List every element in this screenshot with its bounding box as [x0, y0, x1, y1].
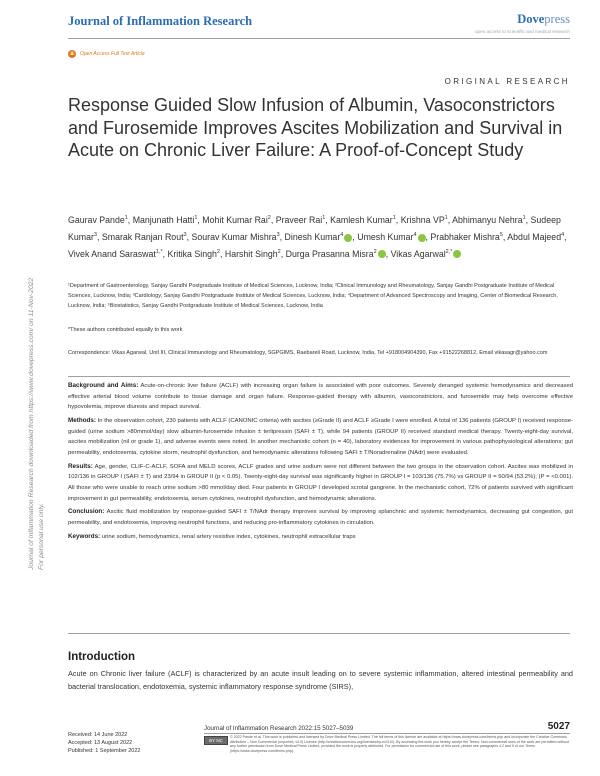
- page-number: 5027: [547, 721, 570, 732]
- author-affiliation-mark: 5: [499, 231, 503, 238]
- article-dates: [68, 731, 140, 755]
- author-name: Sudeep Kumar: [68, 214, 561, 242]
- abstract-text: urine sodium, hemodynamics, renal artery resistive index, cytokines, neutrophil extracellular traps: [100, 533, 356, 540]
- abstract-text: Ascitic fluid mobilization by response-guided SAFI ± T/NAdr therapy improves survival by improving splanchnic and systemic hemodynamics, decreasing gut congestion, gut permeability, and endotoxemia, improving neutrophil functions, and reducing pro-inflammatory cytokines in circulation.: [68, 509, 573, 526]
- author-affiliation-mark: 1: [194, 215, 198, 221]
- author-name: Abdul Majeed: [507, 231, 562, 242]
- author-affiliation-mark: 2: [277, 248, 281, 255]
- abstract-keywords: [68, 532, 573, 543]
- author-affiliation-mark: 3: [93, 231, 97, 238]
- author-affiliation-mark: 1: [322, 215, 326, 221]
- abstract-bottom-divider: [68, 633, 570, 634]
- author-affiliation-mark: 3: [276, 231, 280, 238]
- author: [430, 232, 503, 242]
- author-name: Dinesh Kumar: [284, 231, 341, 242]
- abstract-label: Background and Aims:: [68, 382, 139, 389]
- author-affiliation-mark: 4: [413, 231, 417, 238]
- article-type: ORIGINAL RESEARCH: [444, 77, 570, 86]
- introduction-text: Acute on Chronic liver failure (ACLF) is characterized by an acute insult leading on to severe systemic inflammation, altered intestinal permeability and bacterial translocation, endotoxemia, systemic inflammatory response syndrome (SIRS),: [68, 669, 573, 691]
- received-date: Received: 14 June 2022: [68, 732, 128, 738]
- abstract-label: Results:: [68, 462, 93, 470]
- journal-name: Journal of Inflammation Research: [68, 14, 253, 28]
- accepted-date: Accepted: 13 August 2022: [68, 740, 133, 746]
- footer-divider: [204, 733, 570, 734]
- author: [133, 215, 198, 225]
- affiliations: ¹Department of Gastroenterology, Sanjay Gandhi Postgraduate Institute of Medical Sciences, Lucknow, India; ²Clinical Immunology and Rheumatology, Sanjay Gandhi Postgraduate Institute of Medical Sciences, Lucknow, India; ³Cardiology, Sanjay Gandhi Postgraduate Institute of Medical Sciences, Lucknow, India; ⁴Department of Advanced Spectroscopy and Imaging, Center of Biomedical Research, Lucknow, India; ⁵Biostatistics, Sanjay Gandhi Postgraduate Institute of Medical Sciences, Lucknow, India: [68, 283, 558, 309]
- publisher-tagline: open access to scientific and medical research: [475, 29, 570, 34]
- author-name: Gaurav Pande: [68, 214, 125, 225]
- published-date: Published: 1 September 2022: [68, 748, 141, 754]
- article-title: Response Guided Slow Infusion of Albumin, Vasoconstrictors and Furosemide Improves Ascites Mobilization and Survival in Acute on Chronic Liver Failure: A Proof-of-Concept Study: [68, 95, 563, 160]
- citation: Journal of Inflammation Research 2022:15 5027–5039: [204, 725, 354, 732]
- author-affiliation-mark: 4: [340, 231, 344, 238]
- orcid-icon[interactable]: [378, 250, 386, 258]
- author-name: Vivek Anand Saraswat: [68, 248, 156, 259]
- author: [285, 232, 353, 242]
- author-name: Manjunath Hatti: [132, 214, 195, 225]
- abstract-background: [68, 381, 573, 413]
- author: [286, 249, 386, 259]
- abstract-label: Methods:: [68, 416, 96, 424]
- header-divider: [68, 38, 570, 39]
- abstract-top-divider: [68, 376, 570, 377]
- author-affiliation-mark: 1: [124, 215, 128, 221]
- author-name: Prabhaker Mishra: [430, 231, 500, 242]
- author-affiliation-mark: 2: [216, 248, 220, 255]
- author-affiliation-mark: 2: [267, 215, 271, 221]
- author-affiliation-mark: 2,*: [445, 248, 453, 255]
- introduction-heading: Introduction: [68, 651, 136, 663]
- author: [102, 232, 187, 242]
- correspondence: Correspondence: Vikas Agarwal, Unit III, Clinical Immunology and Rheumatology, SGPGIMS, Raebareli Road, Lucknow, India, Tel +918004904390, Fax +91522268812, Email vikasagr@yahoo.com: [68, 350, 548, 356]
- author-name: Umesh Kumar: [357, 231, 414, 242]
- author: [357, 232, 425, 242]
- author-affiliation-mark: 1: [444, 215, 448, 221]
- author: [68, 215, 128, 225]
- open-access-label: Open Access Full Text Article: [80, 51, 145, 57]
- abstract-methods: [68, 416, 573, 459]
- orcid-icon[interactable]: [344, 234, 352, 242]
- abstract-text: Acute-on-chronic liver failure (ACLF) with increasing organ failure is associated with poor outcomes. Severely deranged systemic hemodynamics and decreased effective arterial blood volume contribute to tissue damage and organ failure. Response-guided therapy with albumin, vasoconstrictors, and furosemide may help overcome effective hypovolemia, improve diuresis and impact survival.: [68, 383, 573, 411]
- author: [330, 215, 396, 225]
- author-name: Praveer Rai: [275, 214, 323, 225]
- author: [452, 215, 525, 225]
- author: [168, 249, 220, 259]
- abstract-label: Conclusion:: [68, 508, 105, 516]
- author: [202, 215, 271, 225]
- open-access-icon: a: [68, 50, 76, 58]
- author-name: Krishna VP: [400, 214, 445, 225]
- author-name: Smarak Ranjan Rout: [101, 231, 184, 242]
- open-access-badge: [68, 50, 145, 58]
- author: [276, 215, 326, 225]
- brand-main: Dove: [517, 12, 545, 26]
- abstract-results: [68, 462, 573, 505]
- author-name: Sourav Kumar Mishra: [191, 231, 277, 242]
- license-text: © 2022 Pande et al. This work is published and licensed by Dove Medical Press Limited. The full terms of this license are available at https://www.dovepress.com/terms.php and incorporate the Creative Commons Attribution – Non Commercial (unported, v3.0) License (http://creativecommons.org/licenses/by-nc/3.0/). By accessing the work you hereby accept the Terms. Non-commercial uses of the work are permitted without any further permission from Dove Medical Press Limited, provided the work is properly attributed. For permission for commercial use of this work, please see paragraphs 4.2 and 5 of our Terms (https://www.dovepress.com/terms.php).: [230, 735, 569, 754]
- orcid-icon[interactable]: [418, 234, 426, 242]
- author: [507, 232, 564, 242]
- cc-license-icon: BY NC: [204, 736, 228, 745]
- author: [225, 249, 281, 259]
- author: [191, 232, 279, 242]
- author: [391, 249, 462, 259]
- orcid-icon[interactable]: [453, 250, 461, 258]
- author-list: Gaurav Pande$^1$, Manjunath Hatti$^1$, Mohit Kumar Rai$^2$, Praveer Rai$^1$, Kamlesh Kumar$^1$, Krishna $VP^1$, Abhimanyu Nehra$^1$, Sudeep Kumar$^3$, Smarak Ranjan Rout$^3$, Sourav Kumar Mishra$^3$, Dinesh Kumar$^4$ , Umesh Kumar$^4$ , Prabhaker Mishra$^5$, Abdul Majeed$^4$, Vivek Anand Saraswat$^{1,*}$, Kritika Singh$^2$, Harshit Singh$^2$, Durga Prasanna Misra$^2$ , Vikas Agarwal$^{2,*}$: [68, 214, 567, 259]
- abstract-text: In the observation cohort, 230 patients with ACLF (CANONIC criteria) with ascites (≥Grade II) and ACLF ≥Grade I were enrolled. A total of 136 patients (GROUP I) received response-guided (urine sodium >80mmol/day) slow albumin-furosemide infusion ± terlipressin (SAFI ± T), while 94 patients (GROUP II) received standard medical therapy. Twenty-eight-day survival, ascites mobilization (nil or grade 1), and adverse events were noted. In another mechanistic cohort (n = 40), laboratory evidences for improvement in various pathophysiological alterations; gut permeability, endotoxemia, cytokine storm, neutrophil dysfunction, and hemodynamic alterations following SAFI ± T/Noradrenaline (NAdr) were evaluated.: [68, 417, 573, 456]
- author-name: Kritika Singh: [167, 248, 217, 259]
- download-watermark: Journal of Inflammation Research downloaded from https://www.dovepress.com/ on 11-Nov-2022 For personal use only.: [28, 277, 45, 570]
- brand-press: press: [544, 12, 570, 26]
- author-name: Vikas Agarwal: [390, 248, 446, 259]
- abstract-conclusion: [68, 507, 573, 528]
- author-name: Durga Prasanna Misra: [285, 248, 374, 259]
- author-name: Kamlesh Kumar: [330, 214, 393, 225]
- abstract: [68, 381, 573, 545]
- author: [68, 249, 163, 259]
- author-name: Abhimanyu Nehra: [452, 214, 523, 225]
- author-affiliation-mark: 1,*: [155, 248, 163, 255]
- publisher-logo: [517, 12, 570, 27]
- author-affiliation-mark: 4: [561, 231, 565, 238]
- author-name: Harshit Singh: [224, 248, 278, 259]
- author-affiliation-mark: 1: [522, 215, 526, 221]
- equal-contribution-note: *These authors contributed equally to this work: [68, 327, 183, 333]
- author-affiliation-mark: 2: [373, 248, 377, 255]
- author-affiliation-mark: 3: [183, 231, 187, 238]
- abstract-text: Age, gender, CLIF-C-ACLF, SOFA and MELD scores, ACLF grades and urine sodium were not different between the two groups in the observation cohort. Ascites was mobilized in 102/136 in GROUP I (SAFI ± T) and 23/94 in GROUP II (p < 0.05). Twenty-eight-day survival was significantly higher in GROUP I = 103/136 (75.7%) vs GROUP II = 50/94 (53.2%); (P = <0.001). All those who were unable to reach urine sodium >80 mmol/day died. Four patients in GROUP I developed scrotal gangrene. In the mechanistic cohort, 72% of patients survived with significant improvement in gut permeability, endotoxemia, serum cytokines, neutrophil dysfunction, and hemodynamic alterations.: [68, 463, 573, 502]
- author-name: Mohit Kumar Rai: [202, 214, 268, 225]
- author: [401, 215, 448, 225]
- abstract-label: Keywords:: [68, 532, 101, 540]
- author-affiliation-mark: 1: [392, 215, 396, 221]
